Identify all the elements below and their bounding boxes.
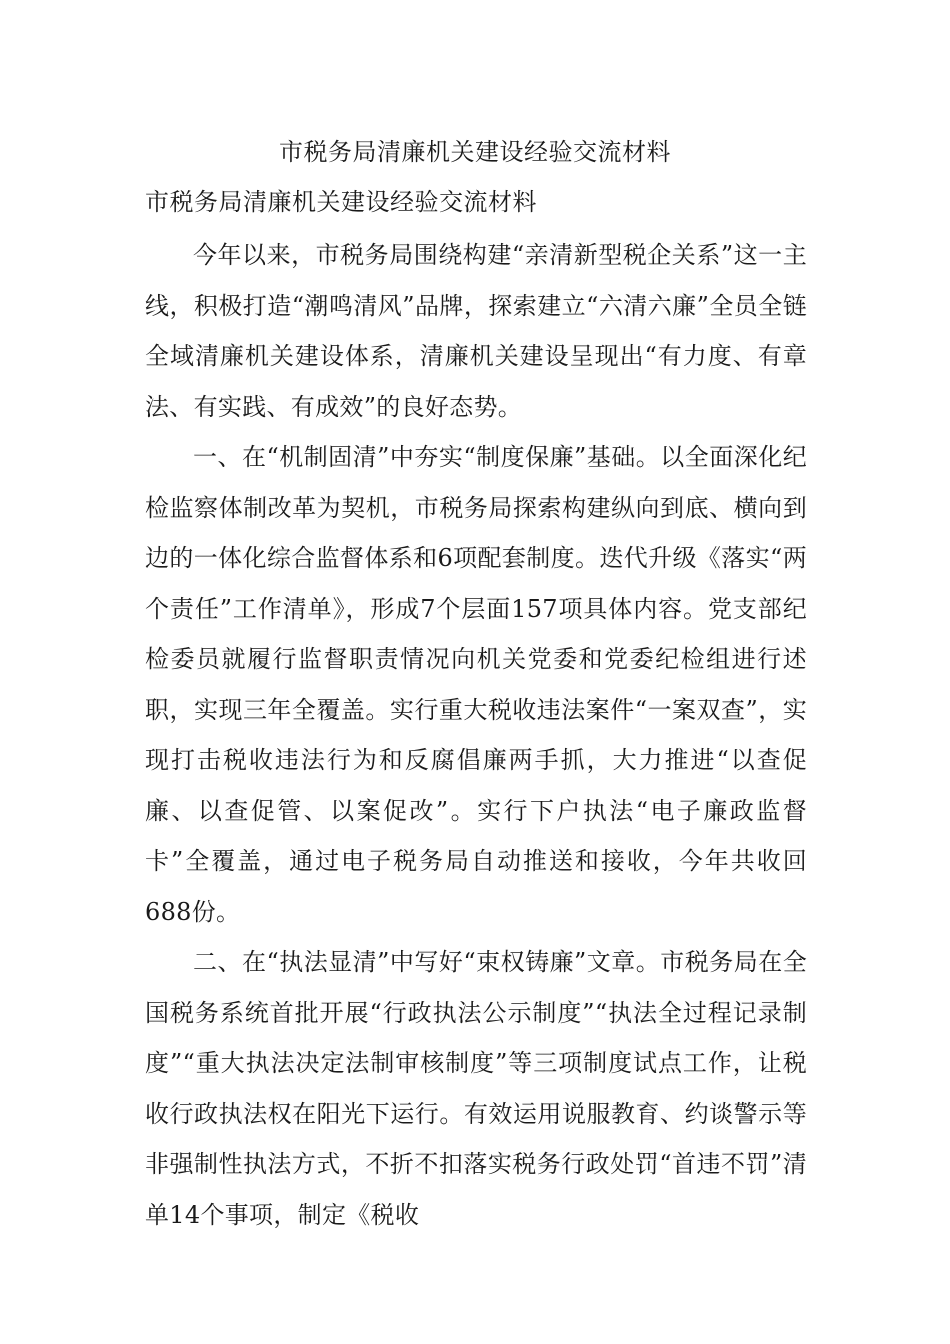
document-subtitle: 市税务局清廉机关建设经验交流材料	[145, 188, 537, 216]
document-title: 市税务局清廉机关建设经验交流材料	[279, 138, 671, 166]
paragraph-section-one: 一、在“机制固清”中夯实“制度保廉”基础。以全面深化纪检监察体制改革为契机，市税务局探索构建纵向到底、横向到边的一体化综合监督体系和6项配套制度。迭代升级《落实“两个责任”工作清单》，形成7个层面157项具体内容。党支部纪检委员就履行监督职责情况向机关党委和党委纪检组进行述职，实现三年全覆盖。实行重大税收违法案件“一案双查”，实现打击税收违法行为和反腐倡廉两手抓，大力推进“以查促廉、以查促管、以案促改”。实行下户执法“电子廉政监督卡”全覆盖，通过电子税务局自动推送和接收，今年共收回688份。	[145, 443, 807, 926]
paragraph-section-two: 二、在“执法显清”中写好“束权铸廉”文章。市税务局在全国税务系统首批开展“行政执法公示制度”“执法全过程记录制度”“重大执法决定法制审核制度”等三项制度试点工作，让税收行政执法权在阳光下运行。有效运用说服教育、约谈警示等非强制性执法方式，不折不扣落实税务行政处罚“首违不罚”清单14个事项，制定《税收	[145, 948, 807, 1229]
paragraph-intro: 今年以来，市税务局围绕构建“亲清新型税企关系”这一主线，积极打造“潮鸣清风”品牌，探索建立“六清六廉”全员全链全域清廉机关建设体系，清廉机关建设呈现出“有力度、有章法、有实践、有成效”的良好态势。	[145, 241, 807, 421]
document-body	[145, 230, 807, 1240]
